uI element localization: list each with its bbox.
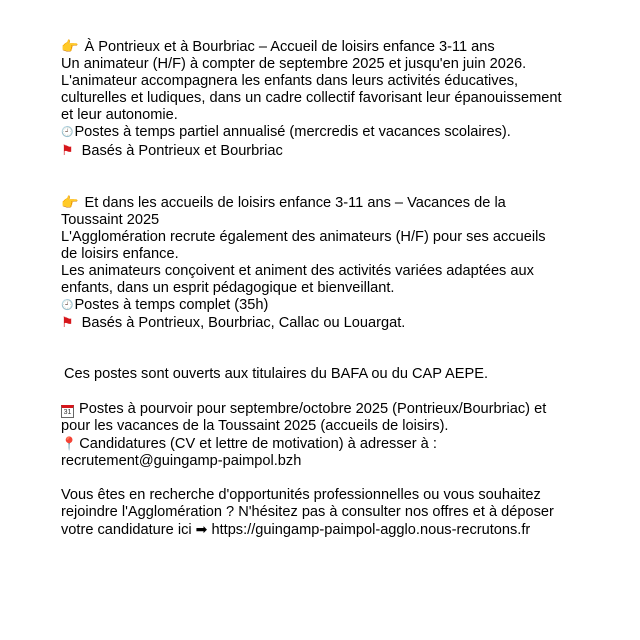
section2-line1: L'Agglomération recrute également des animateurs (H/F) pour ses accueils bbox=[61, 228, 546, 245]
apply-line-wrap bbox=[61, 435, 616, 453]
section2-title-line1: Et dans les accueils de loisirs enfance 3-11 ans – Vacances de la bbox=[84, 194, 506, 211]
clock-icon: 🕘 bbox=[61, 127, 74, 139]
section2-hours-line bbox=[61, 297, 616, 314]
section2-line3: Les animateurs conçoivent et animent des activités variées adaptées aux bbox=[61, 263, 534, 280]
section2-title-line bbox=[61, 194, 616, 212]
right-arrow-icon: ➡ bbox=[195, 521, 208, 538]
pointing-hand-icon: 👉 bbox=[61, 38, 79, 54]
requirements bbox=[61, 366, 616, 383]
closing-line1: Vous êtes en recherche d'opportunités professionnelles ou vous souhaitez bbox=[61, 486, 541, 503]
red-flag-icon: ⚑ bbox=[61, 314, 74, 331]
section2-location-line bbox=[61, 314, 616, 332]
pointing-hand-icon: 👉 bbox=[61, 193, 79, 210]
closing-line3-wrap bbox=[61, 521, 616, 539]
closing-line3: votre candidature ici bbox=[61, 522, 192, 539]
red-flag-icon: ⚑ bbox=[61, 141, 74, 158]
pin-icon: 📍 bbox=[61, 435, 78, 451]
section1-hours-line bbox=[61, 124, 616, 141]
section2-location: Basés à Pontrieux, Bourbriac, Callac ou Louargat. bbox=[81, 315, 406, 332]
calendar-icon: 31 bbox=[61, 405, 74, 418]
section1-location: Basés à Pontrieux et Bourbriac bbox=[81, 142, 283, 159]
section2-hours: Postes à temps complet (35h) bbox=[74, 297, 269, 314]
closing-line2: rejoindre l'Agglomération ? N'hésitez pas à consulter nos offres et à déposer bbox=[61, 503, 554, 520]
section2-title-line2: Toussaint 2025 bbox=[61, 211, 160, 228]
closing bbox=[61, 487, 616, 539]
section1-location-line bbox=[61, 142, 616, 160]
calendar-line1: Postes à pourvoir pour septembre/octobre 2025 (Pontrieux/Bourbriac) et bbox=[79, 400, 547, 417]
requirements-text: Ces postes sont ouverts aux titulaires du BAFA ou du CAP AEPE. bbox=[64, 366, 488, 383]
clock-icon: 🕘 bbox=[61, 300, 74, 312]
section1-title: À Pontrieux et à Bourbriac – Accueil de loisirs enfance 3-11 ans bbox=[84, 39, 495, 55]
section2-line4: enfants, dans un esprit pédagogique et bienveillant. bbox=[61, 280, 395, 297]
section1-title-line bbox=[61, 38, 616, 56]
section-pontrieux-bourbriac bbox=[61, 38, 616, 160]
section1-line3: culturelles et ludiques, dans un cadre collectif favorisant leur épanouissement bbox=[61, 90, 562, 107]
section-toussaint bbox=[61, 194, 616, 333]
apply-info bbox=[61, 435, 616, 470]
apply-email[interactable]: recrutement@guingamp-paimpol.bzh bbox=[61, 452, 302, 469]
calendar-info bbox=[61, 401, 616, 435]
apply-line1: Candidatures (CV et lettre de motivation) à adresser à : bbox=[79, 435, 437, 452]
section2-line2: de loisirs enfance. bbox=[61, 245, 179, 262]
section1-line1: Un animateur (H/F) à compter de septembre 2025 et jusqu'en juin 2026. bbox=[61, 56, 527, 73]
calendar-line1-wrap bbox=[61, 401, 616, 418]
section1-line4: et leur autonomie. bbox=[61, 107, 178, 124]
calendar-line2: pour les vacances de la Toussaint 2025 (accueils de loisirs). bbox=[61, 417, 449, 434]
section1-line2: L'animateur accompagnera les enfants dans leurs activités éducatives, bbox=[61, 73, 519, 90]
closing-url[interactable]: https://guingamp-paimpol-agglo.nous-recrutons.fr bbox=[211, 522, 531, 539]
section1-hours: Postes à temps partiel annualisé (mercredis et vacances scolaires). bbox=[74, 124, 511, 141]
